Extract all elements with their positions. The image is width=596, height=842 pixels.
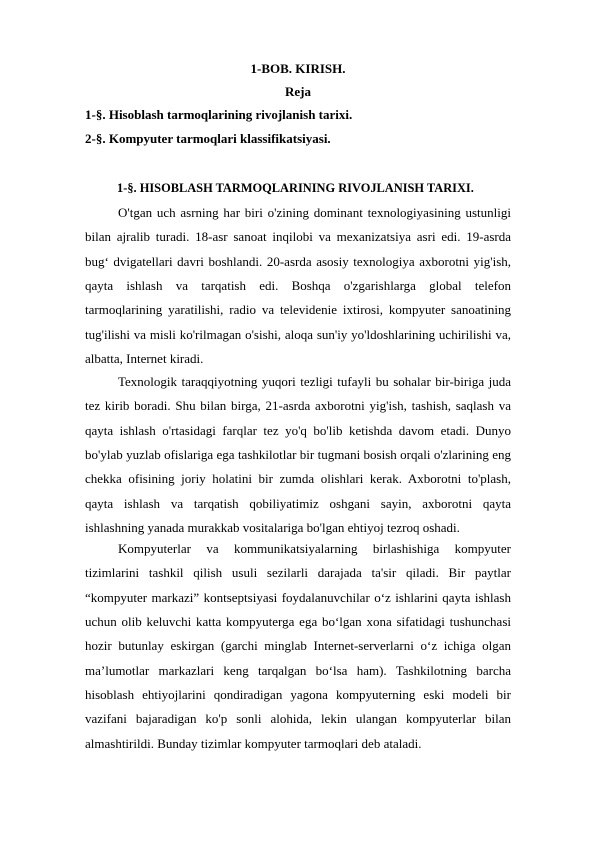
chapter-title: 1-BOB. KIRISH.: [250, 61, 346, 76]
section-heading: 1-§. HISOBLASH TARMOQLARINING RIVOJLANISH TARIXI.: [117, 181, 474, 195]
outline-item-2: 2-§. Kompyuter tarmoqlari klassifikatsiyasi.: [85, 131, 331, 146]
body-paragraph-1: O'tgan uch asrning har biri o'zining dominant texnologiyasining ustunligi bilan ajralib turadi. 18-asr sanoat inqilobi va mexanizatsiya asri edi. 19-asrda bug‘ dvigatellari davri boshlandi. 20-asrda asosiy texnologiya axborotni yig'ish, qayta ishlash va tarqatish edi. Boshqa o'zgarishlarga global telefon tarmoqlarining yaratilishi, radio va televidenie ixtirosi, kompyuter sanoatining tug'ilishi va misli ko'rilmagan o'sishi, aloqa sun'iy yo'ldoshlarining uchirilishi va, albatta, Internet kiradi.: [85, 205, 511, 367]
body-paragraph-3: Kompyuterlar va kommunikatsiyalarning birlashishiga kompyuter tizimlarini tashkil qilish usuli sezilarli darajada ta'sir qiladi. Bir paytlar “kompyuter markazi” kontseptsiyasi foydalanuvchilar o‘z ishlarini qayta ishlash uchun olib keluvchi katta kompyuterga ega bo‘lgan xona sifatidagi tushunchasi hozir butunlay eskirgan (garchi minglab Internet-serverlarni o‘z ichiga olgan ma’lumotlar markazlari keng tarqalgan bo‘lsa ham). Tashkilotning barcha hisoblash ehtiyojlarini qondiradigan yagona kompyuterning eski modeli bir vazifani bajaradigan ko'p sonli alohida, lekin ulangan kompyuterlar bilan almashtirildi. Bunday tizimlar kompyuter tarmoqlari deb ataladi.: [85, 541, 511, 751]
plan-label: Reja: [285, 84, 311, 99]
body-paragraph-2: Texnologik taraqqiyotning yuqori tezligi tufayli bu sohalar bir-biriga juda tez kirib boradi. Shu bilan birga, 21-asrda axborotni yig'ish, tashish, saqlash va qayta ishlash o'rtasidagi farqlar tez yo'q bo'lib ketishda davom etadi. Dunyo bo'ylab yuzlab ofislariga ega tashkilotlar bir tugmani bosish orqali o'zlarining eng chekka ofisining joriy holatini bir zumda olishlari kerak. Axborotni to'plash, qayta ishlash va tarqatish qobiliyatimiz oshgani sayin, axborotni qayta ishlashning yanada murakkab vositalariga bo'lgan ehtiyoj tezroq oshadi.: [85, 374, 511, 536]
outline-item-1: 1-§. Hisoblash tarmoqlarining rivojlanish tarixi.: [85, 107, 353, 122]
